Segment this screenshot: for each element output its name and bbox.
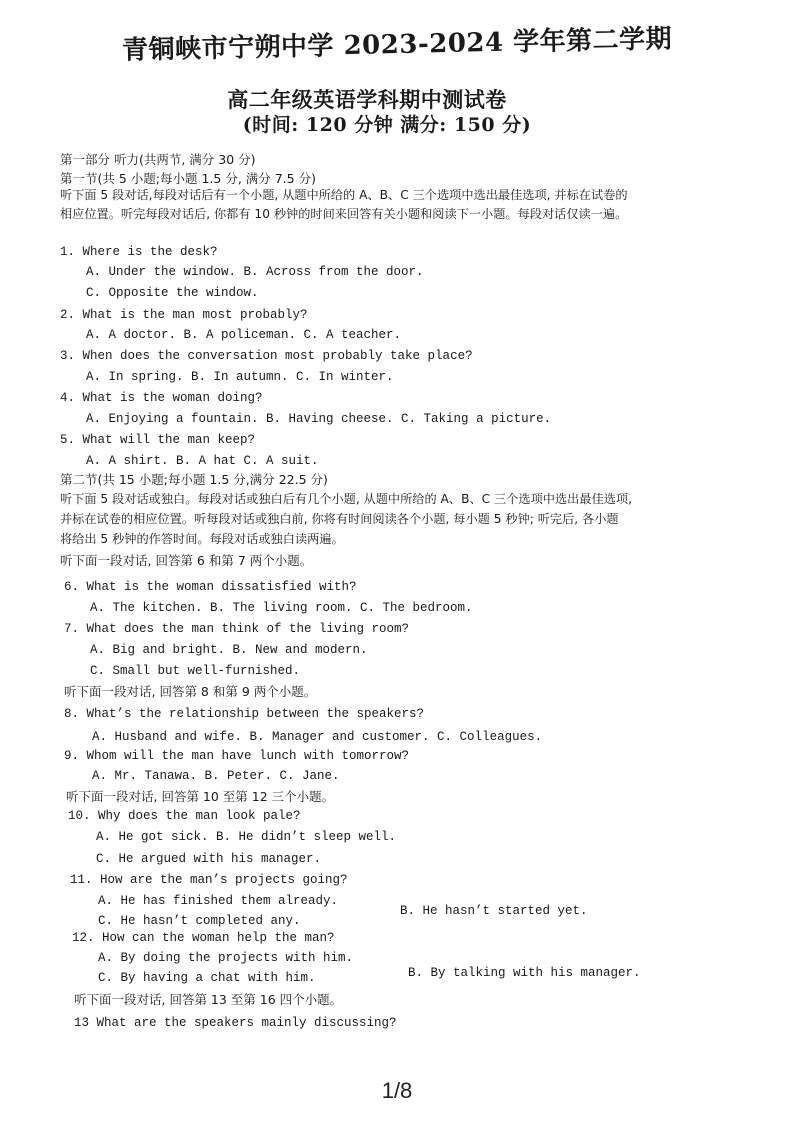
options: A. Big and bright. B. New and modern. xyxy=(90,643,368,657)
instruction-line: 听下面 5 段对话或独白。每段对话或独白后有几个小题, 从题中所给的 A、B、C 三个选项中选出最佳选项, xyxy=(60,492,632,506)
question: 8. What’s the relationship between the speakers? xyxy=(64,707,425,721)
options: B. He hasn’t started yet. xyxy=(400,904,588,918)
question: 2. What is the man most probably? xyxy=(60,308,308,322)
options: A. The kitchen. B. The living room. C. The bedroom. xyxy=(90,601,473,615)
section-heading: 第一部分 听力(共两节, 满分 30 分) xyxy=(60,152,256,167)
instruction-line: 相应位置。听完每段对话后, 你都有 10 秒钟的时间来回答有关小题和阅读下一小题。每段对话仅读一遍。 xyxy=(60,207,628,221)
instruction-line: 听下面 5 段对话,每段对话后有一个小题, 从题中所给的 A、B、C 三个选项中选出最佳选项, 并标在试卷的 xyxy=(60,188,628,202)
group-instruction: 听下面一段对话, 回答第 8 和第 9 两个小题。 xyxy=(64,684,317,699)
options: A. By doing the projects with him. xyxy=(98,951,354,965)
question: 12. How can the woman help the man? xyxy=(72,931,335,945)
options: A. A doctor. B. A policeman. C. A teacher. xyxy=(86,328,402,342)
group-instruction: 听下面一段对话, 回答第 13 至第 16 四个小题。 xyxy=(74,992,343,1007)
options: A. A shirt. B. A hat C. A suit. xyxy=(86,454,319,468)
exam-title: 高二年级英语学科期中测试卷 xyxy=(227,87,507,112)
options: A. He has finished them already. xyxy=(98,894,339,908)
subsection-heading: 第一节(共 5 小题;每小题 1.5 分, 满分 7.5 分) xyxy=(60,171,316,186)
question: 5. What will the man keep? xyxy=(60,433,256,447)
question: 9. Whom will the man have lunch with tomorrow? xyxy=(64,749,410,763)
question: 4. What is the woman doing? xyxy=(60,391,263,405)
school-title: 青铜峡市宁朔中学 2023-2024 学年第二学期 xyxy=(121,24,673,66)
subsection-heading: 第二节(共 15 小题;每小题 1.5 分,满分 22.5 分) xyxy=(60,472,328,487)
instruction-line: 并标在试卷的相应位置。听每段对话或独白前, 你将有时间阅读各个小题, 每小题 5 秒钟; 听完后, 各小题 xyxy=(60,512,619,526)
page-number: 1/8 xyxy=(381,1078,413,1103)
question: 7. What does the man think of the living room? xyxy=(64,622,410,636)
group-instruction: 听下面一段对话, 回答第 6 和第 7 两个小题。 xyxy=(60,553,313,568)
options: A. Husband and wife. B. Manager and customer. C. Colleagues. xyxy=(92,730,543,744)
question: 11. How are the man’s projects going? xyxy=(70,873,348,887)
options: A. Enjoying a fountain. B. Having cheese. C. Taking a picture. xyxy=(86,412,552,426)
options: C. Small but well-furnished. xyxy=(90,664,301,678)
question: 13 What are the speakers mainly discussing? xyxy=(74,1016,397,1030)
question: 1. Where is the desk? xyxy=(60,245,218,259)
options: A. He got sick. B. He didn’t sleep well. xyxy=(96,830,397,844)
options: C. He hasn’t completed any. xyxy=(98,914,301,928)
options: A. In spring. B. In autumn. C. In winter. xyxy=(86,370,394,384)
instruction-line: 将给出 5 秒钟的作答时间。每段对话或独白读两遍。 xyxy=(60,532,344,546)
options: B. By talking with his manager. xyxy=(408,966,641,980)
options: A. Mr. Tanawa. B. Peter. C. Jane. xyxy=(92,769,340,783)
group-instruction: 听下面一段对话, 回答第 10 至第 12 三个小题。 xyxy=(66,789,335,804)
options: C. By having a chat with him. xyxy=(98,971,316,985)
question: 3. When does the conversation most probably take place? xyxy=(60,349,473,363)
question: 6. What is the woman dissatisfied with? xyxy=(64,580,357,594)
question: 10. Why does the man look pale? xyxy=(68,809,301,823)
time-info: (时间: 120 分钟 满分: 150 分) xyxy=(242,114,532,136)
options: C. Opposite the window. xyxy=(86,286,259,300)
options: C. He argued with his manager. xyxy=(96,852,322,866)
options: A. Under the window. B. Across from the door. xyxy=(86,265,424,279)
